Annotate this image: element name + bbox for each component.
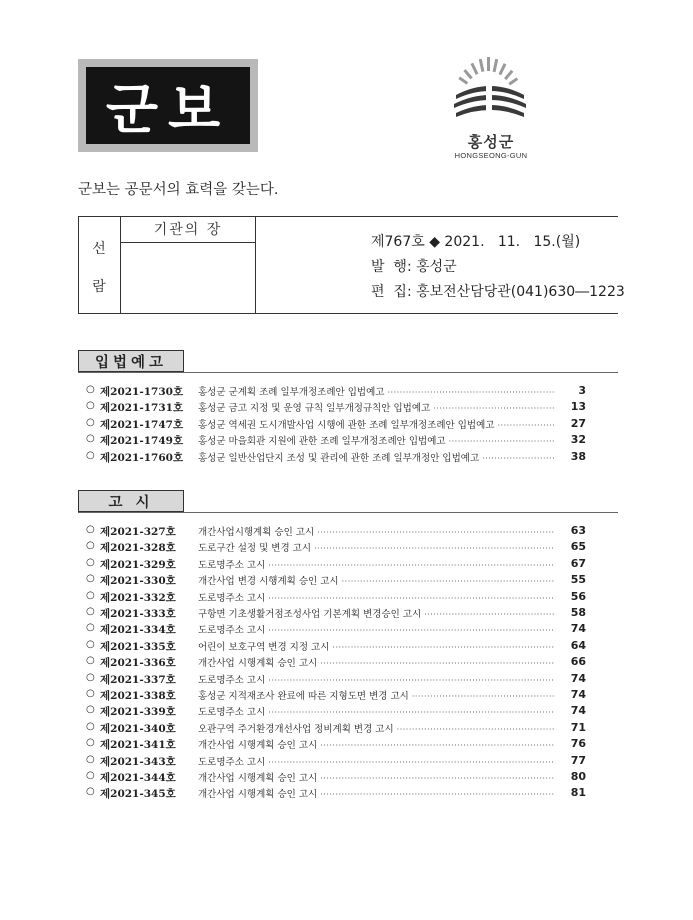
toc-page: 13 bbox=[570, 400, 586, 414]
bullet-icon: ○ bbox=[86, 638, 95, 650]
toc-number: 제2021-340호 bbox=[100, 722, 176, 735]
toc-page: 80 bbox=[570, 770, 586, 783]
bullet-icon: ○ bbox=[86, 524, 95, 535]
toc-row[interactable] bbox=[86, 606, 586, 622]
toc-page: 63 bbox=[570, 524, 586, 537]
summary-char-2: 람 bbox=[92, 279, 106, 295]
section-notices-label: 고 시 bbox=[78, 490, 184, 512]
toc-row[interactable] bbox=[86, 770, 586, 786]
toc-title[interactable]: 개간사업 시행계획 승인 고시 ····· bbox=[198, 737, 554, 751]
bullet-icon: ○ bbox=[86, 449, 95, 461]
toc-number: 제2021-333호 bbox=[100, 608, 176, 620]
toc-row[interactable] bbox=[86, 639, 586, 655]
toc-row[interactable] bbox=[86, 450, 586, 466]
bullet-icon: ○ bbox=[86, 556, 95, 568]
toc-title[interactable]: 홍성군 마을회관 지원에 관한 조례 일부개정조례안 입법예고 ····· bbox=[198, 433, 554, 447]
toc-title[interactable]: 도로명주소 고시 ····· bbox=[198, 704, 554, 718]
toc-row[interactable] bbox=[86, 721, 586, 737]
toc-number: 제2021-337호 bbox=[100, 673, 176, 686]
toc-page: 64 bbox=[570, 638, 586, 652]
toc-page: 74 bbox=[570, 622, 586, 636]
toc-page: 74 bbox=[570, 704, 586, 718]
toc-title[interactable]: 도로명주소 고시 ····· bbox=[198, 622, 554, 636]
section-rule-notices bbox=[78, 512, 618, 513]
toc-row[interactable] bbox=[86, 417, 586, 433]
toc-title[interactable]: 도로명주소 고시 ····· bbox=[198, 672, 554, 686]
toc-page: 66 bbox=[570, 655, 586, 669]
toc-row[interactable] bbox=[86, 672, 586, 688]
bullet-icon: ○ bbox=[86, 540, 95, 552]
toc-title[interactable]: 개간사업 시행계획 승인 고시 ····· bbox=[198, 655, 554, 669]
toc-row[interactable] bbox=[86, 384, 586, 400]
toc-number: 제2021-332호 bbox=[100, 591, 176, 604]
toc-number: 제2021-1749호 bbox=[100, 435, 184, 448]
toc-page: 27 bbox=[570, 416, 586, 430]
toc-row[interactable] bbox=[86, 655, 586, 671]
section-rule-legislation bbox=[78, 372, 618, 373]
summary-box-header-rule bbox=[120, 242, 256, 243]
bullet-icon: ○ bbox=[86, 770, 95, 781]
toc-title[interactable]: 개간사업 변경 시행계획 승인 고시 ····· bbox=[198, 573, 554, 587]
toc-title[interactable]: 개간사업 시행계획 승인 고시 ····· bbox=[198, 770, 554, 784]
toc-number: 제2021-335호 bbox=[100, 640, 176, 653]
bullet-icon: ○ bbox=[86, 720, 95, 732]
toc-number: 제2021-341호 bbox=[100, 739, 176, 752]
toc-page: 32 bbox=[570, 433, 586, 447]
toc-page: 65 bbox=[570, 540, 586, 554]
masthead bbox=[78, 59, 258, 152]
toc-number: 제2021-329호 bbox=[100, 558, 176, 571]
toc-row[interactable] bbox=[86, 622, 586, 638]
toc-row[interactable] bbox=[86, 754, 586, 770]
toc-title[interactable]: 어린이 보호구역 변경 지정 고시 ····· bbox=[198, 639, 554, 653]
agency-header: 기관의 장 bbox=[153, 222, 223, 238]
header-rule-bottom bbox=[78, 313, 618, 314]
toc-row[interactable] bbox=[86, 590, 586, 606]
toc-row[interactable] bbox=[86, 786, 586, 802]
bullet-icon: ○ bbox=[86, 589, 95, 601]
issue-publisher: 발 행: 홍성군 bbox=[371, 259, 457, 275]
toc-title[interactable]: 도로명주소 고시 ····· bbox=[198, 557, 554, 571]
summary-char-1: 선 bbox=[92, 241, 106, 257]
toc-title[interactable]: 도로명주소 고시 ····· bbox=[198, 754, 554, 768]
toc-page: 55 bbox=[570, 573, 586, 587]
toc-number: 제2021-1760호 bbox=[100, 451, 184, 464]
toc-page: 74 bbox=[570, 688, 586, 701]
toc-number: 제2021-345호 bbox=[100, 788, 176, 801]
bullet-icon: ○ bbox=[86, 786, 95, 798]
notice-text: 군보는 공문서의 효력을 갖는다. bbox=[78, 182, 279, 198]
toc-page: 77 bbox=[570, 753, 586, 767]
toc-number: 제2021-1731호 bbox=[100, 402, 184, 415]
issue-editor: 편 집: 홍보전산담당관(041)630―1223 bbox=[371, 284, 625, 300]
toc-row[interactable] bbox=[86, 704, 586, 720]
toc-page: 74 bbox=[570, 671, 586, 685]
bullet-icon: ○ bbox=[86, 606, 95, 617]
masthead-title: 군보 bbox=[86, 67, 250, 144]
toc-title[interactable]: 구항면 기초생활거점조성사업 기본계획 변경승인 고시 ····· bbox=[198, 606, 554, 620]
toc-title[interactable]: 도로명주소 고시 ····· bbox=[198, 590, 554, 604]
toc-page: 3 bbox=[578, 384, 586, 397]
bullet-icon: ○ bbox=[86, 622, 95, 634]
toc-number: 제2021-343호 bbox=[100, 755, 176, 768]
toc-row[interactable] bbox=[86, 433, 586, 449]
section-legislation-label: 입법예고 bbox=[78, 350, 184, 372]
bullet-icon: ○ bbox=[86, 655, 95, 667]
bullet-icon: ○ bbox=[86, 753, 95, 765]
toc-row[interactable] bbox=[86, 688, 586, 704]
bullet-icon: ○ bbox=[86, 704, 95, 716]
toc-number: 제2021-330호 bbox=[100, 575, 176, 588]
toc-title[interactable]: 홍성군 지적재조사 완료에 따른 지형도면 변경 고시 ····· bbox=[198, 688, 554, 702]
toc-page: 76 bbox=[570, 737, 586, 751]
bullet-icon: ○ bbox=[86, 573, 95, 585]
toc-row[interactable] bbox=[86, 524, 586, 540]
toc-number: 제2021-338호 bbox=[100, 690, 176, 702]
toc-row[interactable] bbox=[86, 573, 586, 589]
toc-number: 제2021-328호 bbox=[100, 542, 176, 555]
bullet-icon: ○ bbox=[86, 737, 95, 749]
toc-title[interactable]: 오관구역 주거환경개선사업 정비계획 변경 고시 ····· bbox=[198, 721, 554, 735]
toc-number: 제2021-336호 bbox=[100, 657, 176, 670]
toc-number: 제2021-1730호 bbox=[100, 386, 184, 398]
toc-row[interactable] bbox=[86, 557, 586, 573]
toc-title[interactable]: 홍성군 일반산업단지 조성 및 관리에 관한 조례 일부개정안 입법예고 ····· bbox=[198, 450, 554, 464]
toc-number: 제2021-344호 bbox=[100, 772, 176, 784]
county-emblem-icon bbox=[450, 55, 530, 127]
toc-title[interactable]: 개간사업시행계획 승인 고시 ····· bbox=[198, 524, 554, 538]
toc-title[interactable]: 도로구간 설정 및 변경 고시 ····· bbox=[198, 540, 554, 554]
bullet-icon: ○ bbox=[86, 671, 95, 683]
toc-row[interactable] bbox=[86, 540, 586, 556]
toc-number: 제2021-339호 bbox=[100, 706, 176, 719]
toc-title[interactable]: 홍성군 군계획 조례 일부개정조례안 입법예고 ····· bbox=[198, 384, 554, 398]
toc-page: 38 bbox=[570, 449, 586, 463]
toc-title[interactable]: 개간사업 시행계획 승인 고시 ····· bbox=[198, 786, 554, 800]
bullet-icon: ○ bbox=[86, 688, 95, 699]
toc-row[interactable] bbox=[86, 400, 586, 416]
toc-row[interactable] bbox=[86, 737, 586, 753]
issue-number-date: 제767호 ◆ 2021. 11. 15.(월) bbox=[371, 234, 581, 250]
logo-subtitle: HONGSEONG-GUN bbox=[454, 151, 528, 160]
bullet-icon: ○ bbox=[86, 433, 95, 445]
bullet-icon: ○ bbox=[86, 416, 95, 428]
logo-name: 홍성군 bbox=[467, 133, 515, 151]
bullet-icon: ○ bbox=[86, 400, 95, 412]
toc-title[interactable]: 홍성군 역세권 도시개발사업 시행에 관한 조례 일부개정조례안 입법예고 ····· bbox=[198, 417, 554, 431]
toc-page: 56 bbox=[570, 589, 586, 603]
toc-number: 제2021-334호 bbox=[100, 624, 176, 637]
toc-page: 67 bbox=[570, 556, 586, 570]
toc-title[interactable]: 홍성군 금고 지정 및 운영 규칙 일부개정규칙안 입법예고 ····· bbox=[198, 400, 554, 414]
toc-page: 71 bbox=[570, 720, 586, 734]
bullet-icon: ○ bbox=[86, 384, 95, 395]
toc-number: 제2021-327호 bbox=[100, 526, 176, 538]
toc-number: 제2021-1747호 bbox=[100, 418, 184, 431]
toc-page: 81 bbox=[570, 786, 586, 800]
toc-page: 58 bbox=[570, 606, 586, 619]
